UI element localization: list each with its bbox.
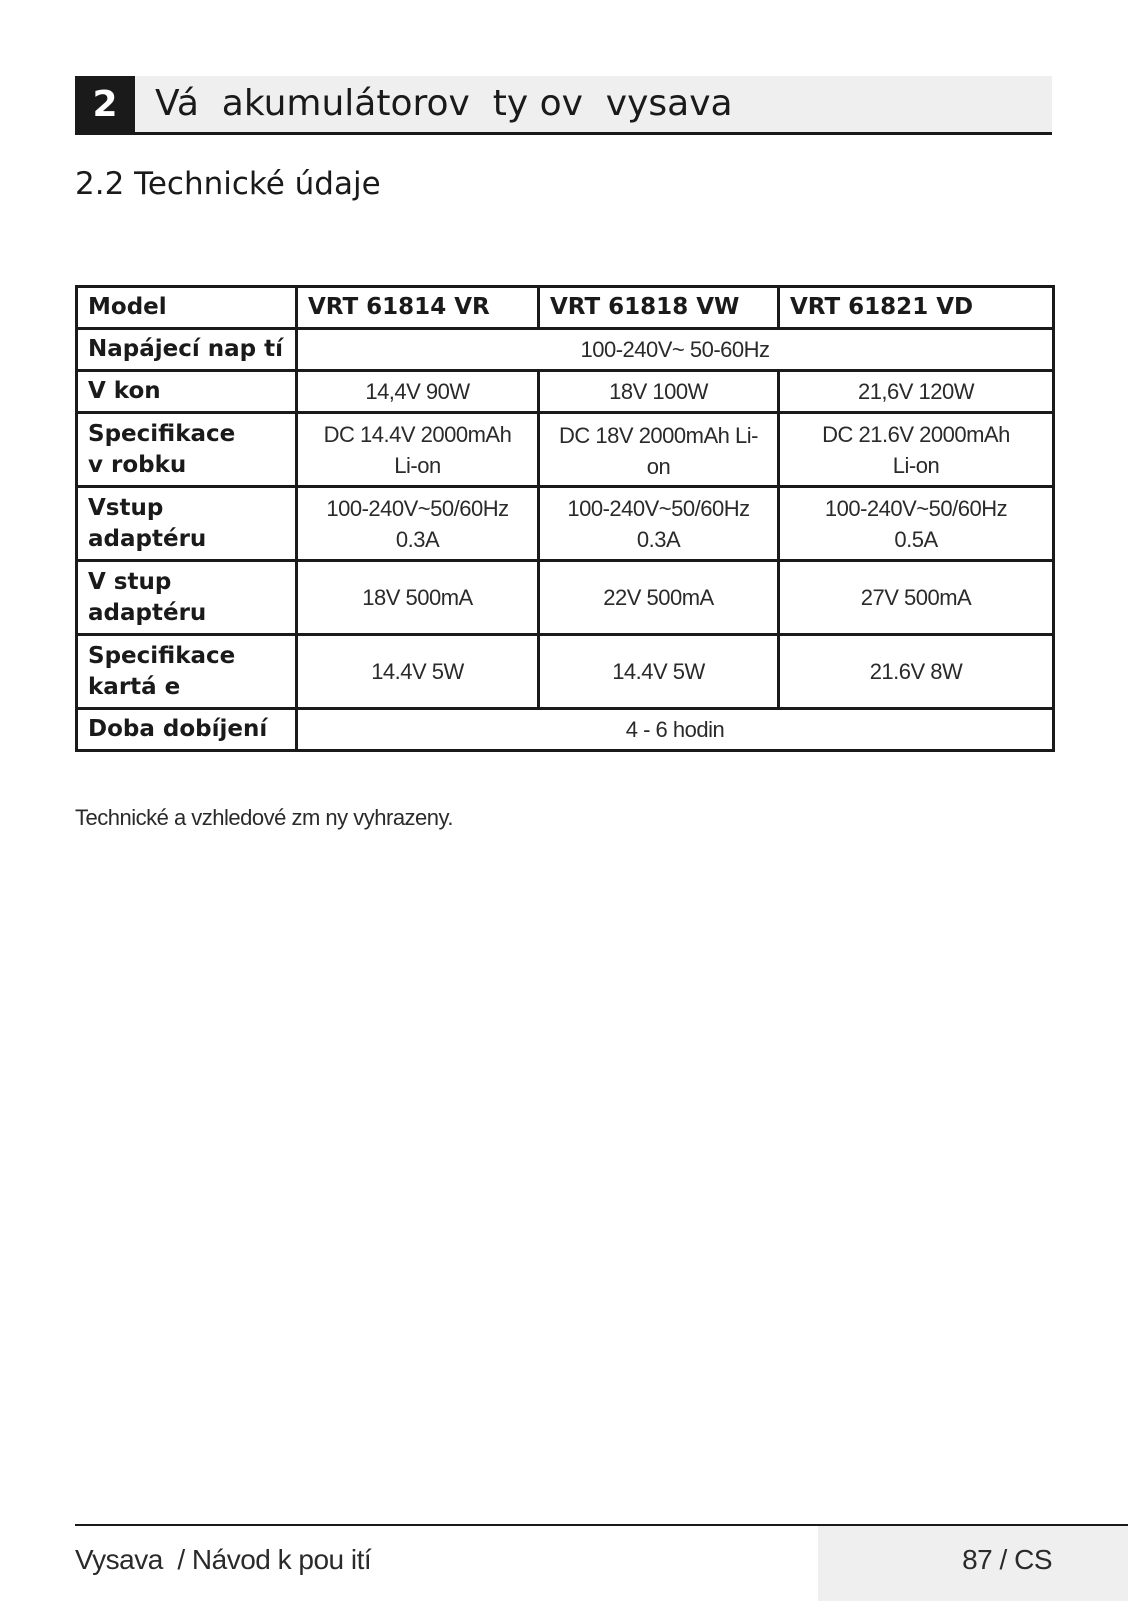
table-row [77, 487, 1054, 561]
cell-value: 14,4V 90W [297, 371, 539, 413]
chapter-number: 2 [75, 76, 135, 132]
chapter-title: Vá akumulátorov ty ov vysava [155, 83, 733, 124]
cell-value: 4 - 6 hodin [297, 709, 1054, 751]
cell-value: 27V 500mA [779, 561, 1054, 635]
cell-value: DC 21.6V 2000mAh Li-on [779, 413, 1054, 487]
cell-value: 18V 100W [539, 371, 779, 413]
spec-table [75, 285, 1055, 752]
table-row [77, 371, 1054, 413]
cell-value: 14.4V 5W [297, 635, 539, 709]
row-label: Doba dobíjení [77, 709, 297, 751]
table-row [77, 329, 1054, 371]
header-vrt-61814-vr: VRT 61814 VR [297, 287, 539, 329]
cell-value: 21,6V 120W [779, 371, 1054, 413]
cell-value: 100-240V~50/60Hz 0.3A [539, 487, 779, 561]
cell-value: 100-240V~50/60Hz 0.3A [297, 487, 539, 561]
row-label: Vstup adaptéru [77, 487, 297, 561]
header-vrt-61821-vd: VRT 61821 VD [779, 287, 1054, 329]
cell-value: 22V 500mA [539, 561, 779, 635]
table-header-row [77, 287, 1054, 329]
table-row [77, 413, 1054, 487]
cell-value: 100-240V~50/60Hz 0.5A [779, 487, 1054, 561]
cell-value: 18V 500mA [297, 561, 539, 635]
row-label: V kon [77, 371, 297, 413]
header-model: Model [77, 287, 297, 329]
cell-value: 100-240V~ 50-60Hz [297, 329, 1054, 371]
cell-value: DC 18V 2000mAh Li-on [539, 413, 779, 487]
table-row [77, 561, 1054, 635]
section-title: 2.2 Technické údaje [75, 166, 381, 202]
table-row [77, 635, 1054, 709]
row-label: V stup adaptéru [77, 561, 297, 635]
row-label: Specifikace kartá e [77, 635, 297, 709]
table-row [77, 709, 1054, 751]
cell-value: 21.6V 8W [779, 635, 1054, 709]
footer-document-title: Vysava / Návod k pou ití [75, 1544, 372, 1575]
footnote: Technické a vzhledové zm ny vyhrazeny. [75, 805, 453, 830]
row-label: Napájecí nap tí [77, 329, 297, 371]
cell-value: 14.4V 5W [539, 635, 779, 709]
header-vrt-61818-vw: VRT 61818 VW [539, 287, 779, 329]
row-label: Specifikace v robku [77, 413, 297, 487]
cell-value: DC 14.4V 2000mAh Li-on [297, 413, 539, 487]
footer-page-number: 87 / CS [962, 1544, 1052, 1575]
chapter-header [75, 76, 1052, 135]
